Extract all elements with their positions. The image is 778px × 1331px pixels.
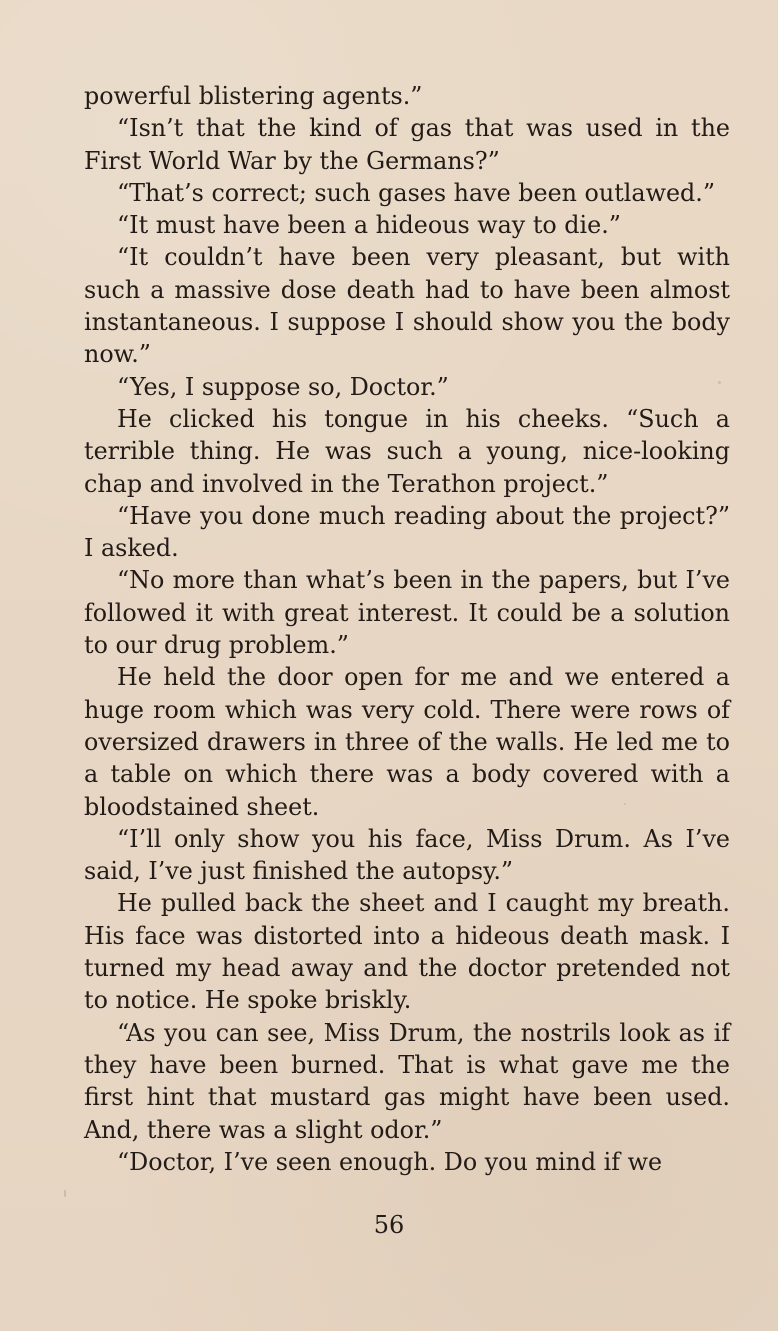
paragraph-10: He held the door open for me and we entered a huge room which was very cold. There were rows of oversized drawers in three of the walls. He led me to a table on which there was a body covered with a bloodstained sheet. xyxy=(84,663,730,821)
paragraph-3: “That’s correct; such gases have been outlawed.” xyxy=(117,178,715,207)
paragraph-5: “It couldn’t have been very pleasant, but with such a massive dose death had to have been almost instantaneous. I suppose I should show you the body now.” xyxy=(84,243,730,369)
paper-speck xyxy=(718,381,721,384)
paragraph-8: “Have you done much reading about the project?” I asked. xyxy=(84,501,730,563)
paper-speck xyxy=(624,803,626,805)
paragraph-6: “Yes, I suppose so, Doctor.” xyxy=(117,372,449,401)
paragraph-12: He pulled back the sheet and I caught my breath. His face was distorted into a hideous death mask. I turned my head away and the doctor pretended not to notice. He spoke briskly. xyxy=(84,889,730,1015)
paragraph-13: “As you can see, Miss Drum, the nostrils look as if they have been burned. That is what gave me the first hint that mustard gas might have been used. And, there was a slight odor.” xyxy=(84,1018,730,1144)
paragraph-4: “It must have been a hideous way to die.” xyxy=(117,211,621,240)
paragraph-9: “No more than what’s been in the papers, but I’ve followed it with great interest. It could be a solution to our drug problem.” xyxy=(84,566,730,660)
paragraph-1: powerful blistering agents.” xyxy=(84,82,423,110)
page-text xyxy=(84,80,730,1178)
paragraph-11: “I’ll only show you his face, Miss Drum. As I’ve said, I’ve just finished the autopsy.” xyxy=(84,824,730,886)
page-number: 56 xyxy=(373,1211,405,1239)
paragraph-7: He clicked his tongue in his cheeks. “Such a terrible thing. He was such a young, nice-looking chap and involved in the Terathon project.” xyxy=(84,404,730,498)
paragraph-14: “Doctor, I’ve seen enough. Do you mind if we xyxy=(117,1147,663,1176)
paper-speck xyxy=(64,1190,66,1197)
paragraph-2: “Isn’t that the kind of gas that was used in the First World War by the Germans?” xyxy=(84,114,730,175)
